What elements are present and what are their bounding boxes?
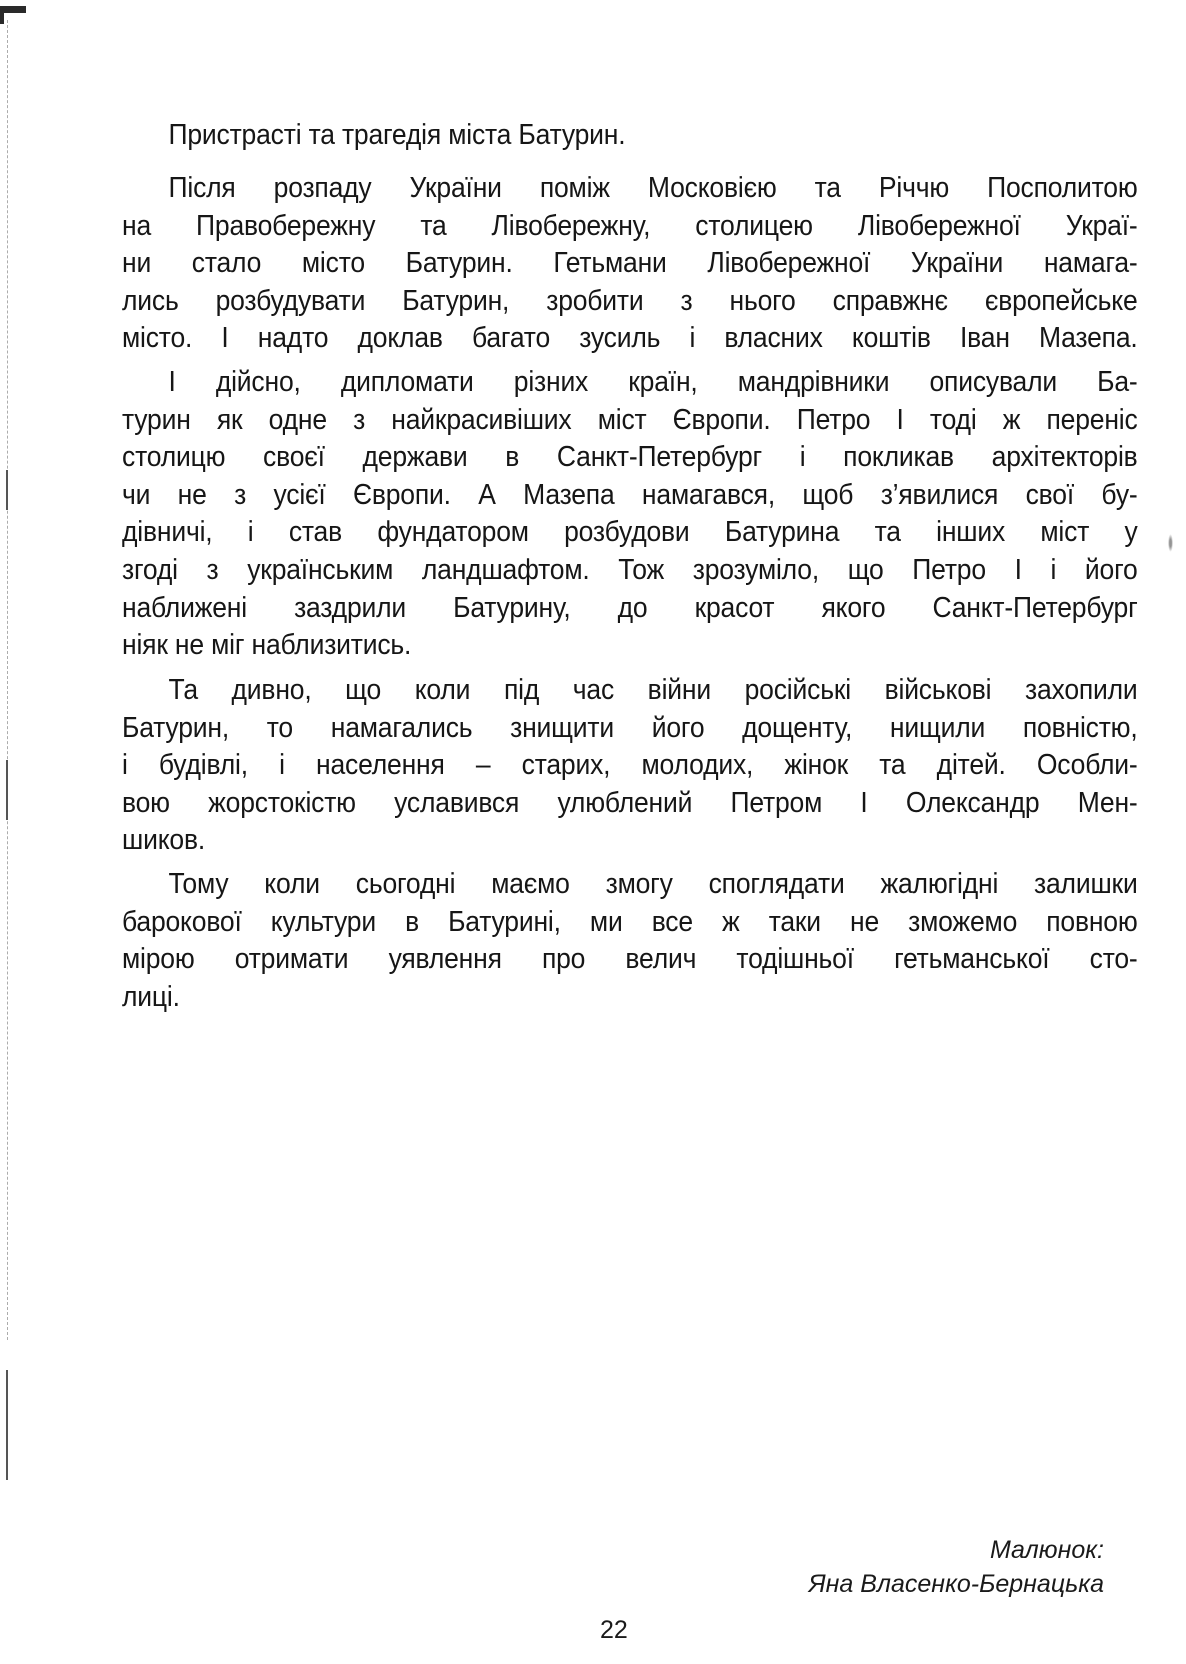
paragraph-line: згоді з українським ландшафтом. Тож зрозуміло, що Петро І і його xyxy=(122,553,1138,586)
paragraph-line: турин як одне з найкрасивіших міст Європи. Петро І тоді ж переніс xyxy=(122,403,1138,436)
paragraph-line: шиков. xyxy=(122,824,206,857)
paragraph-line: лиці. xyxy=(122,980,180,1013)
document-title-block xyxy=(122,117,1067,155)
scan-artifact-edge xyxy=(7,20,8,1340)
paragraph xyxy=(122,866,1138,1016)
paragraph-line: Тому коли сьогодні маємо змогу споглядати жалюгідні залишки xyxy=(168,868,1138,900)
paragraph-line: Батурин, то намагались знищити його дощенту, нищили повністю, xyxy=(122,711,1138,744)
page-number: 22 xyxy=(600,1616,628,1644)
paragraph-line: вою жорстокістю уславився улюблений Петром І Олександр Мен- xyxy=(122,786,1138,819)
paragraph-line: місто. І надто доклав багато зусиль і власних коштів Іван Мазепа. xyxy=(122,322,1138,355)
scan-artifact-mark xyxy=(6,1370,8,1480)
paragraph-line: барокової культури в Батурині, ми все ж таки не зможемо повною xyxy=(122,905,1138,938)
paragraph-line: І дійсно, дипломати різних країн, мандрівники описували Ба- xyxy=(168,366,1138,398)
paragraph xyxy=(122,672,1138,860)
scan-artifact-mark xyxy=(6,760,8,820)
paragraph-line: столицю своєї держави в Санкт-Петербург і покликав архітекторів xyxy=(122,441,1138,474)
paragraph-line: Та дивно, що коли під час війни російські військові захопили xyxy=(168,674,1138,706)
paragraph-line: Після розпаду України поміж Московією та Річчю Посполитою xyxy=(168,172,1138,204)
illustration-caption-author: Яна Власенко-Бернацька xyxy=(808,1570,1104,1598)
scan-artifact-mark xyxy=(6,470,8,510)
paragraph-line: ніяк не міг наблизитись. xyxy=(122,629,412,662)
paragraph-line: на Правобережну та Лівобережну, столицею Лівобережної Украї- xyxy=(122,209,1138,242)
paragraph-line: наближені заздрили Батурину, до красот якого Санкт-Петербург xyxy=(122,591,1138,624)
paragraph-line: дівничі, і став фундатором розбудови Батурина та інших міст у xyxy=(122,516,1138,549)
paragraph-line: мірою отримати уявлення про велич тодішньої гетьманської сто- xyxy=(122,943,1138,976)
illustration-caption-label: Малюнок: xyxy=(989,1536,1104,1564)
paragraph-line: лись розбудувати Батурин, зробити з нього справжнє європейське xyxy=(122,284,1138,317)
paragraph xyxy=(122,364,1138,665)
scan-artifact-corner-stem xyxy=(0,6,4,24)
scan-artifact-speck xyxy=(1168,534,1173,552)
paragraph-line: чи не з усієї Європи. А Мазепа намагався, щоб з’явилися свої бу- xyxy=(122,478,1138,511)
paragraph-line: ни стало місто Батурин. Гетьмани Лівобережної України намага- xyxy=(122,247,1138,280)
paragraph xyxy=(122,170,1138,358)
document-title: Пристрасті та трагедія міста Батурин. xyxy=(168,119,626,151)
paragraph-line: і будівлі, і населення – старих, молодих, жінок та дітей. Особли- xyxy=(122,749,1138,782)
